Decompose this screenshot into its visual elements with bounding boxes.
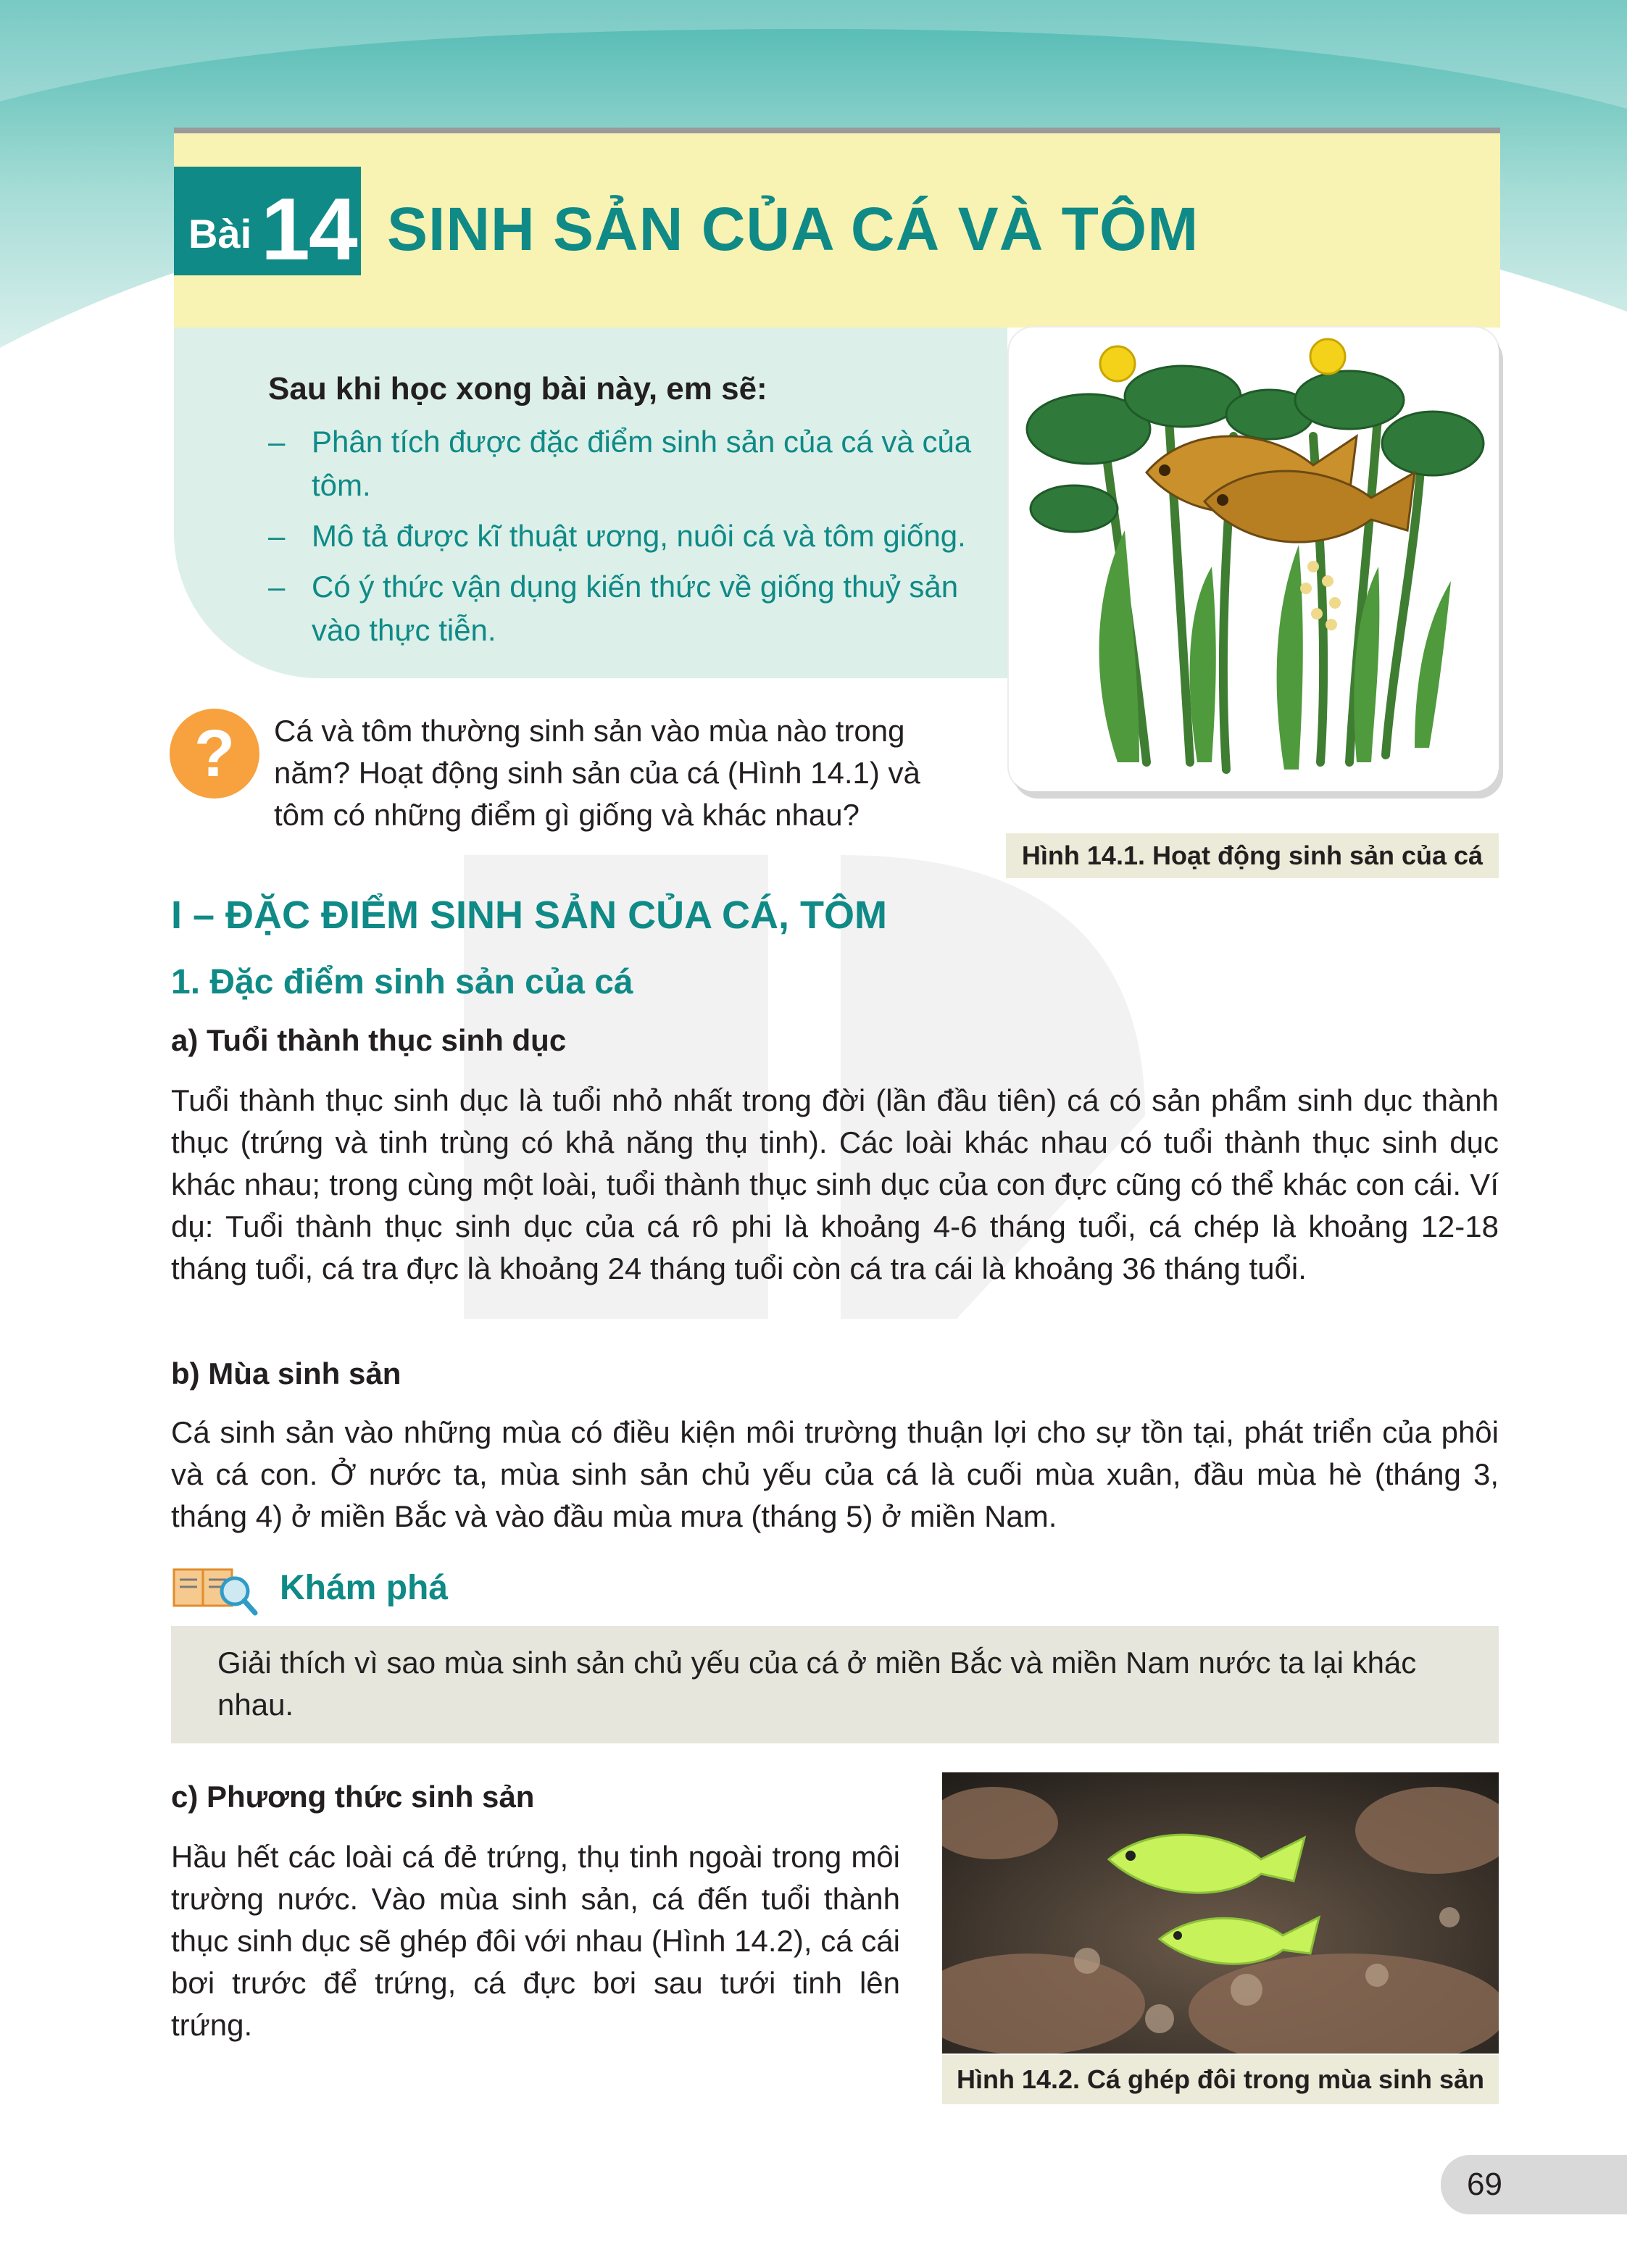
figure-2-photo (942, 1772, 1499, 2054)
heading-reproduction-method: c) Phương thức sinh sản (171, 1780, 535, 1814)
objective-text: Phân tích được đặc điểm sinh sản của cá và của tôm. (312, 425, 972, 502)
objective-text: Có ý thức vận dụng kiến thức về giống thuỷ sản vào thực tiễn. (312, 570, 959, 647)
explore-label: Khám phá (280, 1569, 449, 1607)
paragraph-spawning-season: Cá sinh sản vào những mùa có điều kiện môi trường thuận lợi cho sự tồn tại, phát triển của phôi và cá con. Ở nước ta, mùa sinh sản chủ yếu của cá là cuối mùa xuân, đầu mùa hè (tháng 3, tháng 4) ở miền Bắc và vào đầu mùa mưa (tháng 5) ở miền Nam. (171, 1415, 1499, 1533)
objective-item (268, 420, 986, 507)
page-number: 69 (1441, 2155, 1627, 2214)
bullet-dash: – (268, 519, 286, 553)
heading-maturity-age: a) Tuổi thành thục sinh dục (171, 1023, 567, 1057)
lesson-number: 14 (261, 180, 357, 278)
heading-spawning-season: b) Mùa sinh sản (171, 1356, 401, 1391)
objective-text: Mô tả được kĩ thuật ương, nuôi cá và tôm giống. (312, 519, 966, 553)
question-text: Cá và tôm thường sinh sản vào mùa nào trong năm? Hoạt động sinh sản của cá (Hình 14.1) và tôm có những điểm gì giống và khác nhau? (274, 714, 920, 832)
paragraph-reproduction-method: Hầu hết các loài cá đẻ trứng, thụ tinh ngoài trong môi trường nước. Vào mùa sinh sản, cá đến tuổi thành thục sinh dục sẽ ghép đôi với nhau (Hình 14.2), cá cái bơi trước để trứng, cá đực bơi sau tưới tinh lên trứng. (171, 1840, 900, 2042)
explore-icon (172, 1562, 259, 1617)
explore-text: Giải thích vì sao mùa sinh sản chủ yếu của cá ở miền Bắc và miền Nam nước ta lại khác nhau. (217, 1646, 1417, 1722)
paragraph-maturity-age: Tuổi thành thục sinh dục là tuổi nhỏ nhất trong đời (lần đầu tiên) cá có sản phẩm sinh dục thành thục (trứng và tinh trùng có khả năng thụ tinh). Các loài khác nhau có tuổi thành thục sinh dục khác nhau; trong cùng một loài, tuổi thành thục sinh dục của con đực cũng có thể khác con cái. Ví dụ: Tuổi thành thục sinh dục của cá rô phi là khoảng 4-6 tháng tuổi, cá chép là khoảng 12-18 tháng tuổi, cá tra đực là khoảng 24 tháng tuổi còn cá tra cái là khoảng 36 tháng tuổi. (171, 1083, 1499, 1285)
lesson-badge (174, 167, 361, 278)
bullet-dash: – (268, 570, 286, 604)
lesson-word: Bài (188, 211, 252, 257)
figure-1-caption: Hình 14.1. Hoạt động sinh sản của cá (1006, 833, 1499, 878)
lesson-title: SINH SẢN CỦA CÁ VÀ TÔM (387, 195, 1199, 263)
question-icon: ? (170, 709, 259, 799)
section-title: I – ĐẶC ĐIỂM SINH SẢN CỦA CÁ, TÔM (171, 893, 888, 937)
objective-item (268, 565, 986, 652)
bullet-dash: – (268, 425, 286, 459)
objective-item (268, 514, 986, 558)
fish-pair-photo (942, 1772, 1499, 2054)
figure-1-frame (1009, 328, 1499, 791)
subsection-title: 1. Đặc điểm sinh sản của cá (171, 963, 633, 1001)
fish-spawning-illustration (1009, 328, 1499, 791)
figure-2-caption: Hình 14.2. Cá ghép đôi trong mùa sinh sản (942, 2055, 1499, 2104)
objectives-heading: Sau khi học xong bài này, em sẽ: (268, 371, 767, 407)
